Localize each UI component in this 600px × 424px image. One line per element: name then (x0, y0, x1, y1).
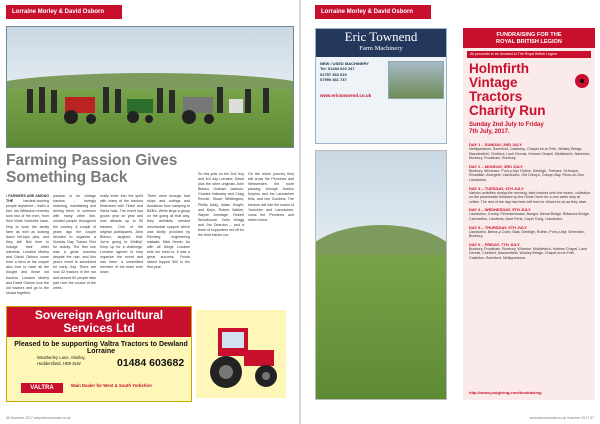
section-header-right: Lorraine Morley & David Osborn (315, 5, 431, 19)
charity-run-sidebar (463, 28, 595, 400)
article-column-3: really enter into the spirit with many of the tractors bedecked with Tinsel and Santa hats. The event has grown year on year and now attracts up to 50 tractors. One of the original participants, John Bidoux, laughed that: 'we're going to Whitby!' Keep up for a challenge, Lorraine agreed to help organise the event and has been a committed member of the team ever since. (100, 194, 143, 275)
itinerary-list (469, 142, 591, 264)
left-page (0, 0, 299, 424)
townend-advert[interactable] (315, 28, 447, 144)
sovereign-address: Weatherley Lane, Shelley, Huddersfield, HD8 8LW (37, 355, 86, 366)
valtra-tractor-image (196, 310, 286, 398)
valtra-logo: VALTRA (21, 383, 63, 393)
right-footer: www.farmersmart.co.uk Summer 2017 67 (529, 416, 594, 420)
tractors-group-photo (6, 26, 294, 148)
townend-info: NEW / USED MACHINERY Tel: 01484 622 247 01757 363 615 07990 461 737 (320, 61, 369, 83)
townend-machinery-photo (388, 61, 444, 99)
article-column-6: On the return journey they will cross the Pennines and Wessenden, the route passing through Ashton Keynes and the Lancashire fells, and into Cumbria. The tractors will ride the tracks of Yorkshire and Lancashire, cross the Pennines and return home. (248, 172, 294, 222)
itinerary-day: DAY 4 – WEDNESDAY, 5TH JULY Llandudno, Conwy, Penmaenmawr, Bangor, Menai Bridge, Britannia Bridge, Caernarfon, Llanberis, Nant Peris, Capel Curig, Llandudno. (469, 207, 590, 221)
itinerary-day: DAY 6 – FRIDAY, 7TH JULY Bunbury, Frodsham, Bunbury, Wharton, Middlewich, Holmes Chapel, Lach Dennis, Chelford, Macclesfield, Whaley Bridge, Chapel-en-le-Frith, Castleton, Barmford, Melliquestone. (469, 241, 588, 260)
right-page (301, 0, 600, 424)
sovereign-name: Sovereign Agricultural Services Ltd (7, 307, 191, 337)
townend-website[interactable]: www.erictownend.co.uk (320, 93, 372, 98)
sovereign-dealer-line: Main Dealer for West & South Yorkshire (71, 383, 152, 388)
article-headline: Farming Passion Gives Something Back (6, 152, 178, 186)
itinerary-day: DAY 5 – THURSDAY, 6TH JULY Llandudno, Betws-y-Coed, Bala, Denbigh, Ruthin, Pont-y-blyl, Wrexham, Bunbury. (469, 224, 585, 239)
charity-run-dates: Sunday 2nd July to Friday 7th July, 2017. (469, 122, 544, 135)
article-column-4: There were enough that stops and outings and donations from camping to B&B's. While large a group on the going all that way, they definitely needed mechanical support which was kindly provided by Renning engineering stalwart, Mick Hewer. As with all things Lorraine sets her mind to, it was a great success. Funds raised topped 500 in the first year. (147, 194, 190, 270)
sovereign-phone[interactable]: 01484 603682 (117, 357, 185, 369)
sidebar-note: All proceeds to be donated to The Royal British Legion (467, 51, 591, 58)
article-column-2: passion is for vintage tractors – lovingly restoring, maintaining and driving them, in common with many other like-minded people throughout the country. A couple of years ago the couple decided to organise a Sunday Day Tractor Run for charity. The first one was a great success despite the rain, and this year's event is scheduled for early July. There are now 32 tractors in the run and around 60 people take part over the course of the week. (53, 194, 96, 290)
right-page-tractor-photo (315, 150, 447, 400)
sovereign-advert[interactable] (6, 306, 192, 402)
charity-run-title: Holmfirth Vintage Tractors Charity Run (469, 61, 546, 118)
itinerary-day: DAY 1 – SUNDAY, 2ND JULY Melliquestone, Barmford, Castletop, Chapel-en-le-Frith, Whaley Bridge, Macclesfield, Chelford, Lach Dennis, Holmes Chapel, Middlewich, Nantwich, Bunbury, Frodsham, Bunbury. (469, 142, 591, 161)
section-header: Lorraine Morley & David Osborn (6, 5, 122, 19)
itinerary-day: DAY 2 – MONDAY, 3RD JULY Bunbury, Wrexham, Pont-y-blyl, Ruthin, Denbigh, Trefnant, St Asaph, Rhuddlan, Abergele, Llandudno, Old Colwyn, Colwyn Bay, Rhos-on-Sea, Llandudno. (469, 163, 585, 182)
sidebar-header: FUNDRAISING FOR THE ROYAL BRITISH LEGION (463, 28, 595, 48)
sovereign-tagline: Pleased to be supporting Valtra Tractors to Dewland Lorraine (14, 341, 188, 355)
justgiving-link[interactable]: http://www.justgiving.com/fundraising (469, 390, 542, 395)
article-column-5: So this year on the 2nd July and 3rd July Lorraine, David plus the other originals John Bidoux, Graham Jackson, Charles Hallowby and Craig Rennie, Stuart Whittington, Phillip Addy, Adam Knight, and Keys, Robert Walker, Wayne Armitage, Robert Woodhouse, Colin Wragg and Jim Deardon – and a team of supporters set off for the third tractor run. (198, 172, 244, 238)
itinerary-day: DAY 3 – TUESDAY, 4TH JULY Various activities during the morning, take tractors onto the beach, collection on the promenade followed up the Great Orme for a one-week stop at coffee. The rest of the day has been left free for drivers to do as they wish. (469, 185, 591, 204)
tractors-illustration (7, 27, 294, 148)
article-column-1: • FARMERS ARE AMONG THE hardest-working people anywhere – that's a fact. Ian Wilkinson recently took two of the men, from their West Yorkshire base, help to work the family farm as well as looking down hill-tops plus, and they still find time to indulge their other interests. Lorraine Morley and David Osborn come from a farm at the couple also love to have all the bought and those old tractors. Lorraine Morley and David Osborn love the old tractors and go to the shows together. (6, 194, 49, 295)
left-footer: 66 Summer 2017 www.farmersmart.co.uk (6, 416, 71, 420)
townend-name: Eric Townend Farm Machinery (316, 29, 446, 57)
poppy-icon (575, 74, 589, 88)
